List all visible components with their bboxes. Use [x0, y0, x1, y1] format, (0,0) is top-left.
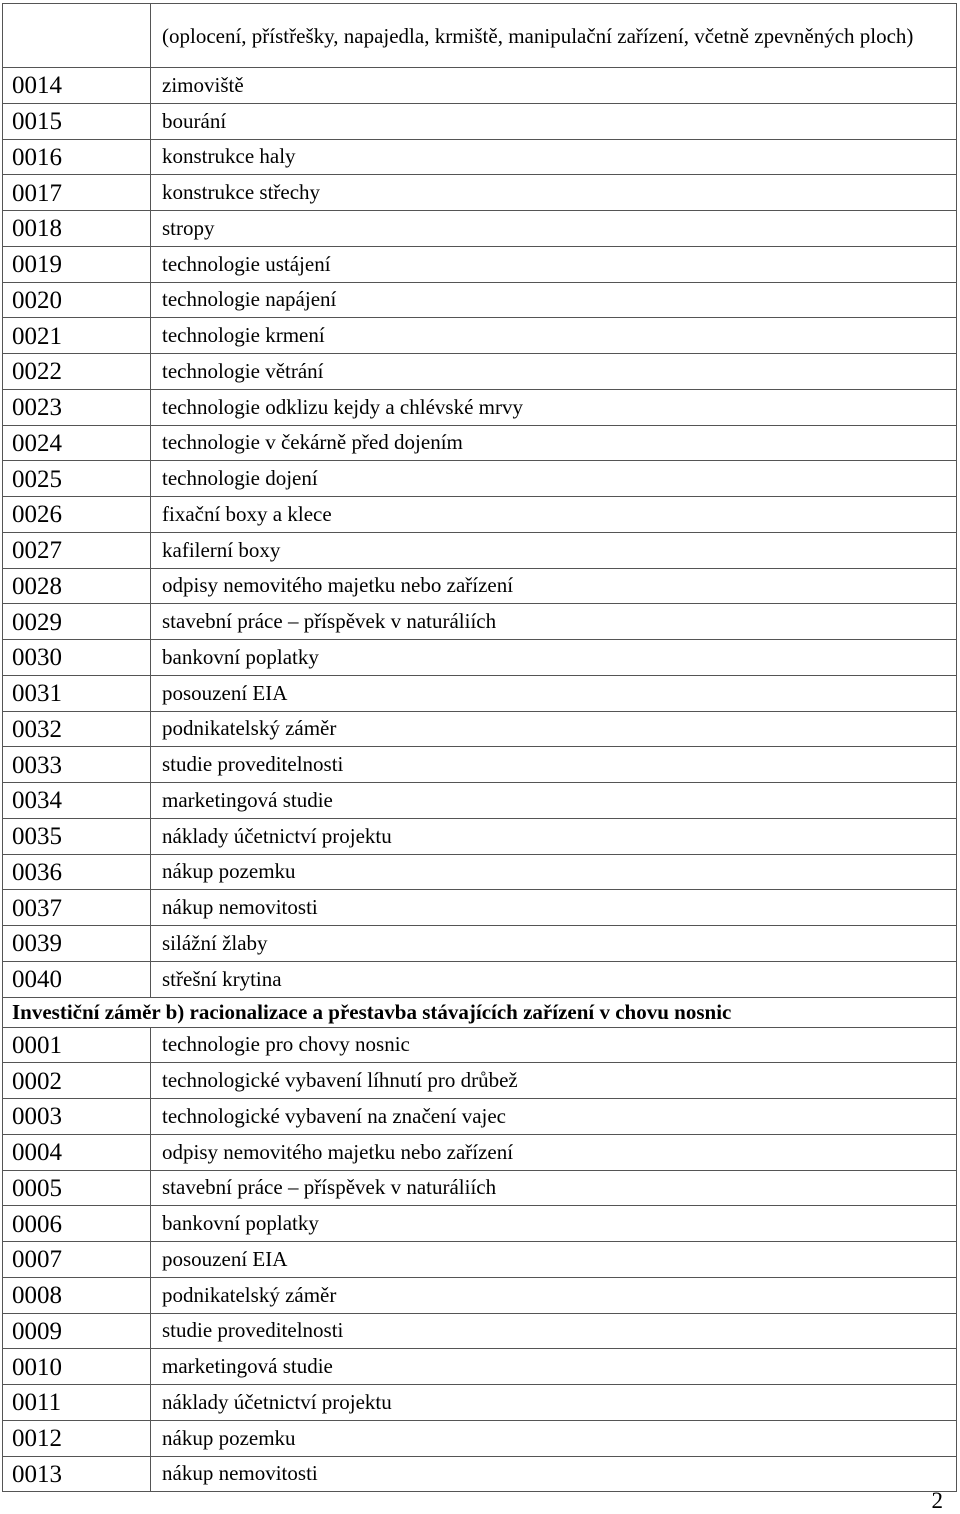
- item-description: podnikatelský záměr: [151, 1277, 957, 1313]
- item-code: 0021: [3, 318, 151, 354]
- item-code: 0013: [3, 1456, 151, 1492]
- item-description: stavební práce – příspěvek v naturáliích: [151, 1170, 957, 1206]
- item-code: 0010: [3, 1349, 151, 1385]
- table-row: [3, 389, 957, 425]
- item-code: 0032: [3, 711, 151, 747]
- table-row: [3, 1385, 957, 1421]
- item-code: 0022: [3, 354, 151, 390]
- table-row: [3, 854, 957, 890]
- item-description: technologie dojení: [151, 461, 957, 497]
- table-row: [3, 282, 957, 318]
- table-row: [3, 640, 957, 676]
- item-description: studie proveditelnosti: [151, 1313, 957, 1349]
- table-row: [3, 1242, 957, 1278]
- item-code: 0025: [3, 461, 151, 497]
- item-description: technologie napájení: [151, 282, 957, 318]
- page-number: 2: [931, 1488, 943, 1513]
- item-description: náklady účetnictví projektu: [151, 818, 957, 854]
- item-code: 0018: [3, 211, 151, 247]
- item-description: odpisy nemovitého majetku nebo zařízení: [151, 1134, 957, 1170]
- item-code: 0017: [3, 175, 151, 211]
- table-row: [3, 461, 957, 497]
- item-description: stropy: [151, 211, 957, 247]
- item-code: 0019: [3, 246, 151, 282]
- table-row: [3, 318, 957, 354]
- table-row: [3, 926, 957, 962]
- table-body: [3, 4, 957, 1492]
- item-code: 0012: [3, 1420, 151, 1456]
- table-row: [3, 497, 957, 533]
- item-description: nákup nemovitosti: [151, 1456, 957, 1492]
- table-row: [3, 1063, 957, 1099]
- item-code: 0031: [3, 675, 151, 711]
- item-code: 0015: [3, 103, 151, 139]
- item-description: technologie pro chovy nosnic: [151, 1027, 957, 1063]
- item-code: 0030: [3, 640, 151, 676]
- table-row: [3, 425, 957, 461]
- item-code: 0039: [3, 926, 151, 962]
- table-row: [3, 4, 957, 68]
- item-description: bankovní poplatky: [151, 1206, 957, 1242]
- item-code: 0016: [3, 139, 151, 175]
- item-code: 0001: [3, 1027, 151, 1063]
- table-row: [3, 1170, 957, 1206]
- table-row: [3, 103, 957, 139]
- item-code: [3, 4, 151, 68]
- item-description: střešní krytina: [151, 961, 957, 997]
- item-code: 0020: [3, 282, 151, 318]
- item-description: stavební práce – příspěvek v naturáliích: [151, 604, 957, 640]
- table-row: [3, 1206, 957, 1242]
- item-description: technologie větrání: [151, 354, 957, 390]
- item-description: fixační boxy a klece: [151, 497, 957, 533]
- table-row: [3, 211, 957, 247]
- item-code: 0005: [3, 1170, 151, 1206]
- cost-items-table: [2, 3, 957, 1492]
- item-code: 0006: [3, 1206, 151, 1242]
- item-description: posouzení EIA: [151, 1242, 957, 1278]
- table-row: [3, 1277, 957, 1313]
- item-code: 0028: [3, 568, 151, 604]
- item-description: konstrukce haly: [151, 139, 957, 175]
- item-code: 0004: [3, 1134, 151, 1170]
- table-row: [3, 354, 957, 390]
- table-row: [3, 711, 957, 747]
- item-description: technologie odklizu kejdy a chlévské mrvy: [151, 389, 957, 425]
- item-code: 0026: [3, 497, 151, 533]
- table-row: [3, 68, 957, 104]
- table-row: [3, 532, 957, 568]
- item-code: 0027: [3, 532, 151, 568]
- table-row: [3, 568, 957, 604]
- item-description: nákup pozemku: [151, 854, 957, 890]
- item-description: odpisy nemovitého majetku nebo zařízení: [151, 568, 957, 604]
- item-description: technologické vybavení na značení vajec: [151, 1099, 957, 1135]
- item-code: 0008: [3, 1277, 151, 1313]
- item-description: silážní žlaby: [151, 926, 957, 962]
- table-row: [3, 675, 957, 711]
- table-row: [3, 1456, 957, 1492]
- table-row: [3, 890, 957, 926]
- table-row: [3, 246, 957, 282]
- table-row: [3, 961, 957, 997]
- item-description: technologické vybavení líhnutí pro drůbež: [151, 1063, 957, 1099]
- item-description: posouzení EIA: [151, 675, 957, 711]
- table-row: [3, 175, 957, 211]
- section-header-row: [3, 997, 957, 1027]
- item-description: technologie v čekárně před dojením: [151, 425, 957, 461]
- item-description: studie proveditelnosti: [151, 747, 957, 783]
- item-description: konstrukce střechy: [151, 175, 957, 211]
- item-description: bankovní poplatky: [151, 640, 957, 676]
- item-description: zimoviště: [151, 68, 957, 104]
- item-description: bourání: [151, 103, 957, 139]
- item-code: 0002: [3, 1063, 151, 1099]
- item-description: technologie krmení: [151, 318, 957, 354]
- table-row: [3, 783, 957, 819]
- item-description: technologie ustájení: [151, 246, 957, 282]
- item-description: podnikatelský záměr: [151, 711, 957, 747]
- item-code: 0034: [3, 783, 151, 819]
- item-code: 0029: [3, 604, 151, 640]
- item-code: 0036: [3, 854, 151, 890]
- item-description: nákup nemovitosti: [151, 890, 957, 926]
- table-row: [3, 1134, 957, 1170]
- item-description: marketingová studie: [151, 783, 957, 819]
- item-code: 0035: [3, 818, 151, 854]
- table-row: [3, 139, 957, 175]
- item-code: 0011: [3, 1385, 151, 1421]
- item-code: 0003: [3, 1099, 151, 1135]
- item-code: 0014: [3, 68, 151, 104]
- item-description: náklady účetnictví projektu: [151, 1385, 957, 1421]
- table-row: [3, 747, 957, 783]
- table-row: [3, 1420, 957, 1456]
- table-row: [3, 818, 957, 854]
- table-row: [3, 604, 957, 640]
- item-description: marketingová studie: [151, 1349, 957, 1385]
- item-description: nákup pozemku: [151, 1420, 957, 1456]
- item-code: 0040: [3, 961, 151, 997]
- item-code: 0009: [3, 1313, 151, 1349]
- item-code: 0007: [3, 1242, 151, 1278]
- item-code: 0033: [3, 747, 151, 783]
- item-code: 0024: [3, 425, 151, 461]
- table-row: [3, 1099, 957, 1135]
- section-title: Investiční záměr b) racionalizace a přestavba stávajících zařízení v chovu nosnic: [3, 997, 957, 1027]
- item-description: (oplocení, přístřešky, napajedla, krmiště, manipulační zařízení, včetně zpevněných ploch): [151, 4, 957, 68]
- table-row: [3, 1027, 957, 1063]
- item-code: 0037: [3, 890, 151, 926]
- table-row: [3, 1349, 957, 1385]
- item-description: kafilerní boxy: [151, 532, 957, 568]
- item-code: 0023: [3, 389, 151, 425]
- table-row: [3, 1313, 957, 1349]
